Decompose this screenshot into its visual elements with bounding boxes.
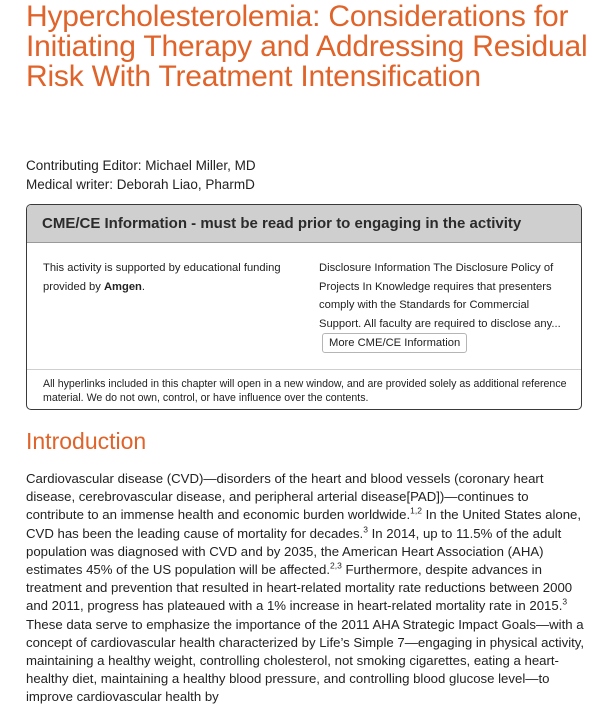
citation-1[interactable]: 1,2: [410, 506, 422, 517]
contributing-editor: Contributing Editor: Michael Miller, MD: [26, 158, 256, 173]
contributors: [26, 156, 256, 194]
intro-text-3: In 2014, up to 11.5% of the adult population was diagnosed with CVD and by 2035, the American Heart Association (AHA) estimates 45% of the US population will be affected.: [26, 525, 562, 578]
intro-text-4: Furthermore, despite advances in treatment and prevention that resulted in heart-related mortality rate reductions between 2000 and 2011, progress has plateaued with a 1% increase in heart-related mortality rate in 2015.: [26, 562, 573, 614]
citation-4[interactable]: 3: [562, 597, 568, 608]
disclosure-statement: [319, 259, 574, 353]
page-title: Hypercholesterolemia: Considerations for Initiating Therapy and Addressing Residual Risk With Treatment Intensification: [26, 0, 588, 93]
more-cme-info-button[interactable]: More CME/CE Information: [322, 333, 467, 353]
funding-statement: [43, 259, 283, 296]
sponsor-name: Amgen: [103, 280, 142, 293]
intro-text-5: These data serve to emphasize the importance of the 2011 AHA Strategic Impact Goals—with a concept of cardiovascular health characterized by Life’s Simple 7—engaging in physical activity, maintaining a healthy weight, controlling cholesterol, not smoking cigarettes, eating a heart-healthy diet, maintaining a healthy blood pressure, and controlling blood glucose level—to improve cardiovascular health by: [26, 616, 585, 705]
hyperlink-disclaimer: All hyperlinks included in this chapter will open in a new window, and are provided solely as additional reference material. We do not own, control, or have influence over the contents.: [43, 378, 567, 404]
introduction-heading: Introduction: [26, 428, 147, 454]
cme-info-panel: [26, 204, 582, 410]
citation-2[interactable]: 3: [363, 524, 368, 535]
funding-text: This activity is supported by educational funding provided by: [43, 262, 281, 293]
medical-writer: Medical writer: Deborah Liao, PharmD: [26, 177, 255, 192]
cme-panel-body: [27, 243, 581, 370]
introduction-paragraph: [26, 470, 588, 707]
funding-text-end: .: [141, 280, 145, 293]
intro-text-1: Cardiovascular disease (CVD)—disorders of the heart and blood vessels (coronary heart disease, cerebrovascular disease, and peripheral arterial disease[PAD])—continues to contribute to an immense health and economic burden worldwide.: [26, 471, 544, 523]
cme-panel-header: CME/CE Information - must be read prior to engaging in the activity: [27, 205, 581, 243]
disclosure-text: Disclosure Information The Disclosure Policy of Projects In Knowledge requires that presenters comply with the Standards for Commercial Support. All faculty are required to disclose any...: [319, 262, 561, 330]
citation-3[interactable]: 2,3: [329, 560, 342, 571]
intro-text-2: In the United States alone, CVD has been the leading cause of mortality for decades.: [26, 507, 582, 541]
